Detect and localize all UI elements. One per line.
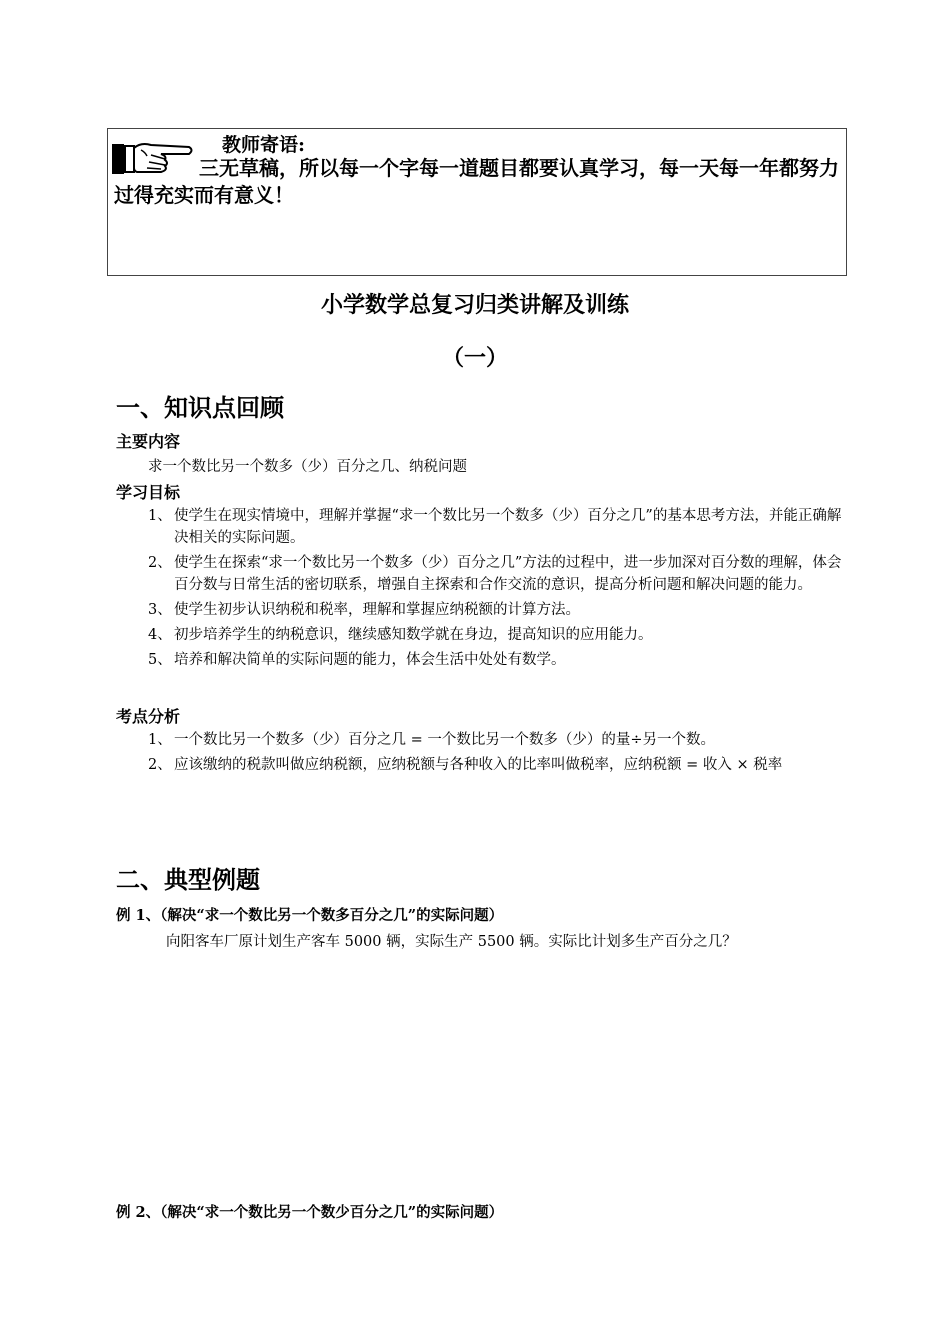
objectives-list <box>148 505 848 674</box>
example-1-title: （解决“求一个数比另一个数多百分之几”的实际问题） <box>160 907 504 924</box>
list-item <box>148 754 848 776</box>
list-item <box>148 505 848 549</box>
list-item-number: 5、 <box>148 652 172 668</box>
example-1-heading <box>116 904 503 925</box>
section-heading-examples: 二、典型例题 <box>116 865 260 894</box>
analysis-label: 考点分析 <box>116 707 181 726</box>
list-item <box>148 552 848 596</box>
list-item-text: 使学生初步认识纳税和税率，理解和掌握应纳税额的计算方法。 <box>174 602 580 618</box>
list-item-text: 初步培养学生的纳税意识，继续感知数学就在身边，提高知识的应用能力。 <box>174 627 653 643</box>
analysis-list <box>148 729 848 779</box>
main-content-text: 求一个数比另一个数多（少）百分之几、纳税问题 <box>148 459 467 475</box>
list-item-number: 1、 <box>148 732 172 748</box>
list-item-text: 应该缴纳的税款叫做应纳税额，应纳税额与各种收入的比率叫做税率，应纳税额 = 收入 × 税率 <box>174 757 783 773</box>
list-item-number: 3、 <box>148 602 172 618</box>
list-item <box>148 599 848 621</box>
list-item <box>148 729 848 751</box>
example-2-label: 例 2、 <box>116 1204 161 1221</box>
list-item-number: 1、 <box>148 508 172 524</box>
example-1-text: 向阳客车厂原计划生产客车 5000 辆，实际生产 5500 辆。实际比计划多生产百分之几？ <box>166 934 737 950</box>
example-2-title: （解决“求一个数比另一个数少百分之几”的实际问题） <box>160 1204 504 1221</box>
section-heading-review: 一、知识点回顾 <box>116 393 284 422</box>
list-item-text: 培养和解决简单的实际问题的能力，体会生活中处处有数学。 <box>174 652 566 668</box>
list-item-number: 2、 <box>148 757 172 773</box>
list-item-text: 使学生在探索“求一个数比另一个数多（少）百分之几”方法的过程中，进一步加深对百分数的理解，体会百分数与日常生活的密切联系，增强自主探索和合作交流的意识，提高分析问题和解决问题的能力。 <box>174 555 842 593</box>
page-title: 小学数学总复习归类讲解及训练 <box>320 292 629 318</box>
page-subtitle: （一） <box>441 345 508 371</box>
list-item-text: 一个数比另一个数多（少）百分之几 = 一个数比另一个数多（少）的量÷另一个数。 <box>174 732 716 748</box>
example-2-heading <box>116 1201 503 1222</box>
teacher-note-title: 教师寄语: <box>222 134 306 156</box>
list-item-text: 使学生在现实情境中，理解并掌握“求一个数比另一个数多（少）百分之几”的基本思考方法，并能正确解决相关的实际问题。 <box>174 508 842 546</box>
main-content-label: 主要内容 <box>116 432 181 451</box>
teacher-note-text-content: 三无草稿，所以每一个字每一道题目都要认真学习，每一天每一年都努力过得充实而有意义！ <box>114 156 839 207</box>
list-item <box>148 649 848 671</box>
teacher-note-text <box>114 155 839 209</box>
objectives-label: 学习目标 <box>116 483 181 502</box>
list-item-number: 2、 <box>148 555 172 571</box>
example-1-label: 例 1、 <box>116 907 161 924</box>
list-item-number: 4、 <box>148 627 172 643</box>
list-item <box>148 624 848 646</box>
